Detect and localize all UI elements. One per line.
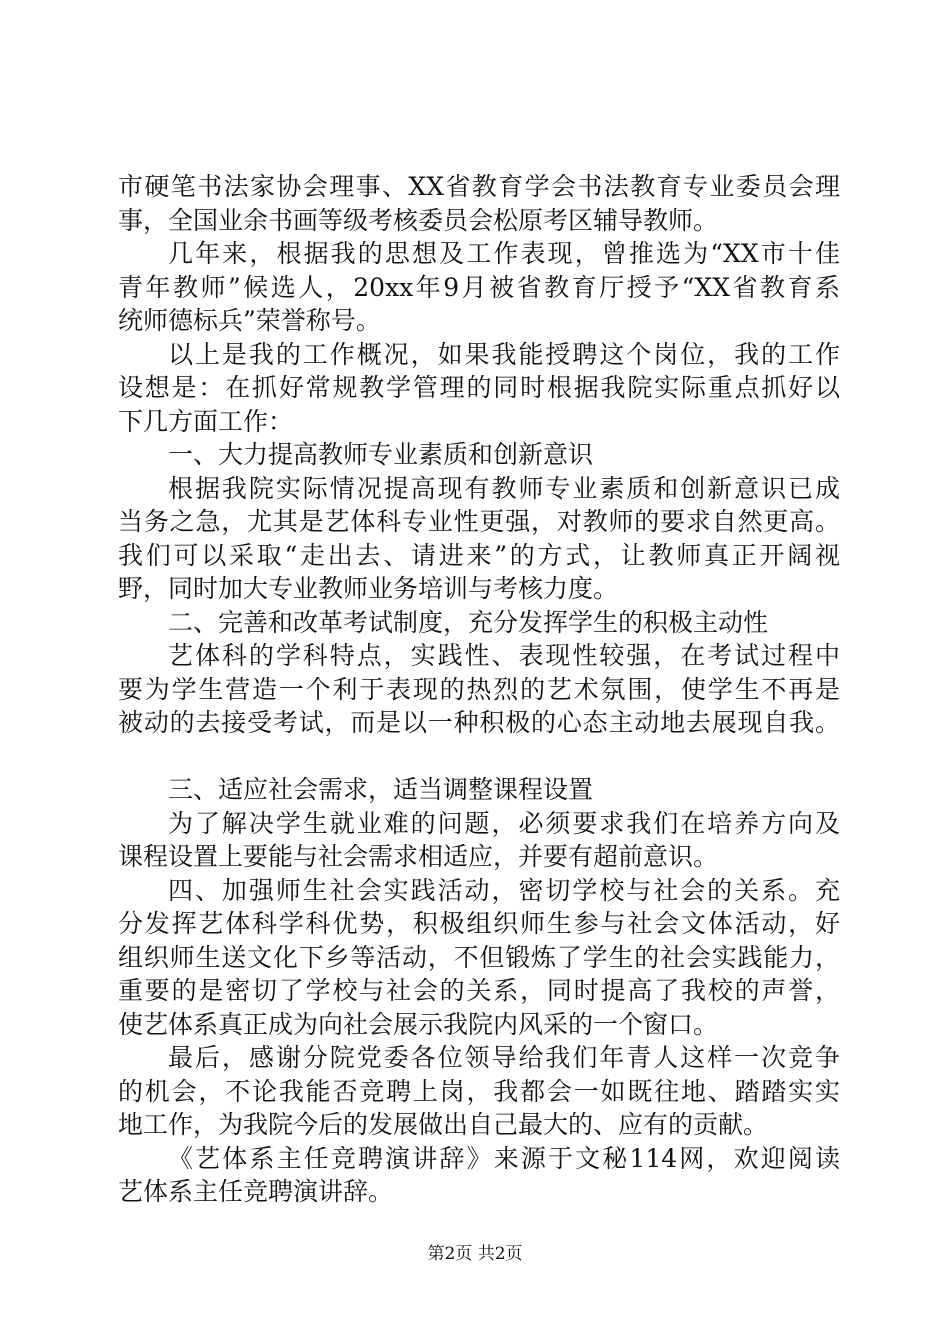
page-footer: 第2页 共2页 — [427, 1244, 523, 1264]
text-line: 设想是：在抓好常规教学管理的同时根据我院实际重点抓好以 — [118, 373, 840, 402]
blank-line — [118, 740, 840, 774]
text-line: 为了解决学生就业难的问题，必须要求我们在培养方向及 — [168, 808, 840, 838]
text-line: 艺体科的学科特点，实践性、表现性较强，在考试过程中 — [168, 641, 840, 670]
text-line: 下几方面工作： — [118, 406, 294, 436]
text-line: 四、加强师生社会实践活动，密切学校与社会的关系。充 — [168, 875, 840, 905]
document-body — [118, 170, 840, 1209]
text-line: 一、大力提高教师专业素质和创新意识 — [168, 440, 594, 469]
text-line: 事，全国业余书画等级考核委员会松原考区辅导教师。 — [118, 205, 719, 235]
text-line: 被动的去接受考试，而是以一种积极的心态主动地去展现自我。 — [118, 708, 840, 737]
text-line: 以上是我的工作概况，如果我能授聘这个岗位，我的工作 — [168, 339, 840, 369]
text-line: 市硬笔书法家协会理事、XX省教育学会书法教育专业委员会理 — [118, 172, 840, 201]
text-line: 《艺体系主任竞聘演讲辞》来源于文秘114网，欢迎阅读 — [168, 1143, 840, 1173]
text-line: 野，同时加大专业教师业务培训与考核力度。 — [118, 574, 619, 603]
text-line: 组织师生送文化下乡等活动，不但锻炼了学生的社会实践能力， — [118, 942, 840, 972]
text-line: 青年教师”候选人，20xx年9月被省教育厅授予“XX省教育系 — [118, 272, 840, 302]
text-line: 统师德标兵”荣誉称号。 — [118, 306, 381, 335]
text-line: 当务之急，尤其是艺体科专业性更强，对教师的要求自然更高。 — [118, 507, 840, 536]
text-line: 根据我院实际情况提高现有教师专业素质和创新意识已成 — [168, 473, 840, 503]
text-line: 我们可以采取“走出去、请进来”的方式，让教师真正开阔视 — [118, 540, 840, 570]
text-line: 三、适应社会需求，适当调整课程设置 — [168, 775, 594, 804]
text-line: 地工作，为我院今后的发展做出自己最大的、应有的贡献。 — [118, 1110, 769, 1139]
text-line: 最后，感谢分院党委各位领导给我们年青人这样一次竞争 — [168, 1043, 840, 1072]
text-line: 要为学生营造一个利于表现的热烈的艺术氛围，使学生不再是 — [118, 674, 840, 704]
text-line: 重要的是密切了学校与社会的关系，同时提高了我校的声誉， — [118, 976, 840, 1005]
text-line: 分发挥艺体科学科优势，积极组织师生参与社会文体活动，好 — [118, 909, 840, 938]
text-line: 艺体系主任竞聘演讲辞。 — [118, 1177, 394, 1206]
text-line: 几年来，根据我的思想及工作表现，曾推选为“XX市十佳 — [168, 239, 840, 268]
text-line: 课程设置上要能与社会需求相适应，并要有超前意识。 — [118, 842, 719, 871]
text-line: 的机会，不论我能否竞聘上岗，我都会一如既往地、踏踏实实 — [118, 1076, 840, 1106]
text-line: 二、完善和改革考试制度，充分发挥学生的积极主动性 — [168, 607, 769, 637]
text-line: 使艺体系真正成为向社会展示我院内风采的一个窗口。 — [118, 1009, 719, 1039]
